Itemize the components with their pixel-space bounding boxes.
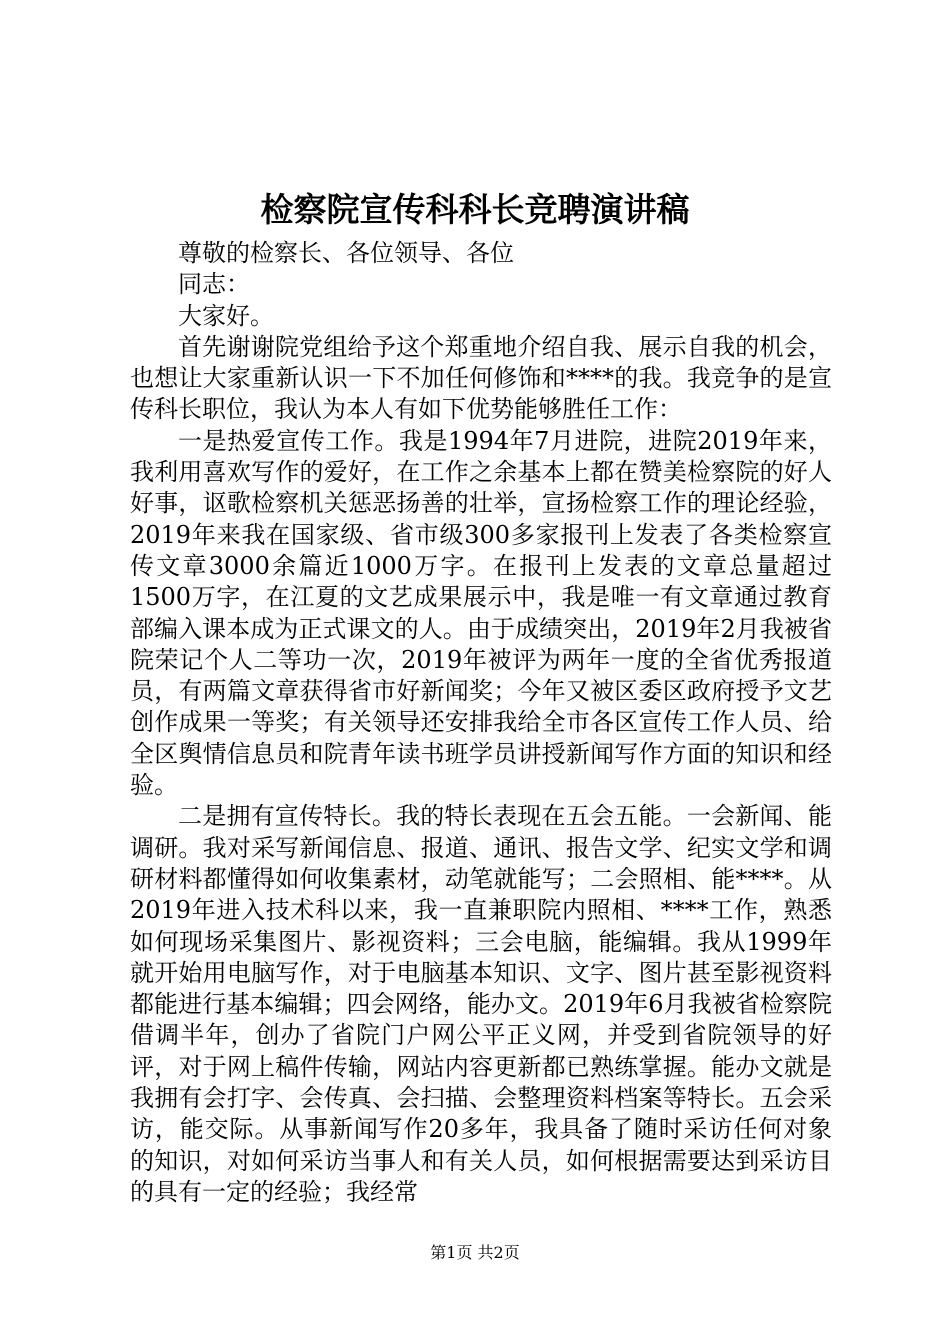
salutation-line: 尊敬的检察长、各位领导、各位 xyxy=(178,239,514,267)
point-one-paragraph: 一是热爱宣传工作。我是1994年7月进院，进院2019年来，我利用喜欢写作的爱好，在工作之余基本上都在赞美检察院的好人好事，讴歌检察机关惩恶扬善的壮举，宣扬检察工作的理论经验，2019年来我在国家级、省市级300多家报刊上发表了各类检察宣传文章3000余篇近1000万字。在报刊上发表的文章总量超过1500万字，在江夏的文艺成果展示中，我是唯一有文章通过教育部编入课本成为正式课文的人。由于成绩突出，2019年2月我被省院荣记个人二等功一次，2019年被评为两年一度的全省优秀报道员，有两篇文章获得省市好新闻奖；今年又被区委区政府授予文艺创作成果一等奖；有关领导还安排我给全市各区宣传工作人员、给全区舆情信息员和院青年读书班学员讲授新闻写作方面的知识和经验。 xyxy=(130,426,832,800)
intro-paragraph: 首先谢谢院党组给予这个郑重地介绍自我、展示自我的机会，也想让大家重新认识一下不加任何修饰和****的我。我竞争的是宣传科长职位，我认为本人有如下优势能够胜任工作： xyxy=(130,332,832,424)
page-footer: 第1页 共2页 xyxy=(430,1243,520,1262)
document-body xyxy=(130,238,832,1208)
salutation-continuation: 同志： xyxy=(178,270,250,299)
document-title: 检察院宣传科科长竞聘演讲稿 xyxy=(260,190,690,229)
greeting: 大家好。 xyxy=(178,301,274,330)
point-two-paragraph: 二是拥有宣传特长。我的特长表现在五会五能。一会新闻、能调研。我对采写新闻信息、报道、通讯、报告文学、纪实文学和调研材料都懂得如何收集素材，动笔就能写；二会照相、能****。从2019年进入技术科以来，我一直兼职院内照相、****工作，熟悉如何现场采集图片、影视资料；三会电脑，能编辑。我从1999年就开始用电脑写作，对于电脑基本知识、文字、图片甚至影视资料都能进行基本编辑；四会网络，能办文。2019年6月我被省检察院借调半年，创办了省院门户网公平正义网，并受到省院领导的好评，对于网上稿件传输，网站内容更新都已熟练掌握。能办文就是我拥有会打字、会传真、会扫描、会整理资料档案等特长。五会采访，能交际。从事新闻写作20多年，我具备了随时采访任何对象的知识，对如何采访当事人和有关人员，如何根据需要达到采访目的具有一定的经验；我经常 xyxy=(130,802,832,1206)
